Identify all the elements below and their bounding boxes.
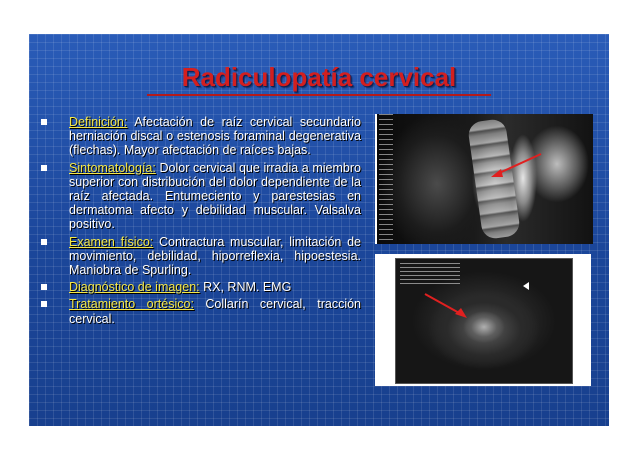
- bullet-term: Examen físico:: [69, 234, 154, 249]
- bullet-square-icon: [41, 239, 47, 245]
- slide: [29, 34, 609, 426]
- bullet-square-icon: [41, 301, 47, 307]
- bullet-text: Collarín cervical, tracción cervical.: [69, 297, 361, 326]
- slide-title: Radiculopatía cervical: [181, 62, 457, 92]
- mri-text-strip: [379, 114, 393, 244]
- bullet-square-icon: [41, 165, 47, 171]
- bullet-term: Tratamiento ortésico:: [69, 297, 194, 312]
- bullet-definition: [39, 115, 361, 158]
- bullet-list: [39, 115, 361, 329]
- bullet-square-icon: [41, 284, 47, 290]
- bullet-tratamiento: [39, 297, 361, 325]
- bullet-diagnostico: [39, 280, 361, 294]
- axial-scan: [395, 258, 573, 384]
- mri-text-strip: [400, 263, 460, 287]
- bullet-sintomatologia: [39, 161, 361, 232]
- title-underline: [147, 94, 491, 96]
- bullet-term: Diagnóstico de imagen:: [69, 280, 200, 295]
- bullet-examen-fisico: [39, 235, 361, 278]
- bullet-text: Afectación de raíz cervical secundario herniación discal o estenosis foraminal degenerativa (flechas). Mayor afectación de raíces bajas.: [69, 115, 361, 158]
- axial-mri-image: [375, 254, 591, 386]
- bullet-square-icon: [41, 119, 47, 125]
- spine-column: [467, 118, 521, 240]
- bullet-term: Sintomatología:: [69, 160, 156, 175]
- bullet-text: Dolor cervical que irradia a miembro superior con distribución del dolor dependiente de la raíz afectada. Entumeciento y parestesias en dermatoma afecto y debilidad muscular. Valsalva positivo.: [69, 160, 361, 232]
- bullet-text: RX, RNM. EMG: [199, 280, 292, 295]
- bullet-term: Definición:: [69, 115, 128, 129]
- sagittal-mri-image: [375, 114, 593, 244]
- bullet-text: Contractura muscular, limitación de movimiento, debilidad, hiporreflexia, hipoestesia. Maniobra de Spurling.: [69, 234, 361, 278]
